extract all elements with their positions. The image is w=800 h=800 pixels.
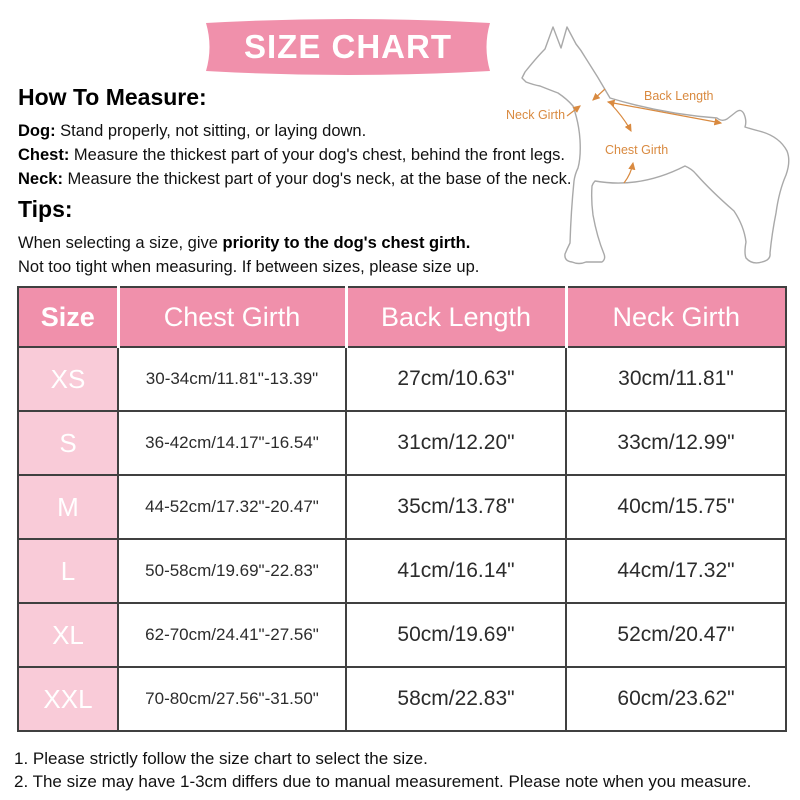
chest-girth-cell: 30-34cm/11.81"-13.39" [118, 347, 346, 411]
neck-girth-cell: 33cm/12.99" [566, 411, 786, 475]
banner-title: SIZE CHART [244, 28, 452, 65]
tips-heading: Tips: [18, 196, 73, 222]
table-row [18, 603, 786, 667]
tips-section [18, 196, 479, 279]
back-length-cell: 41cm/16.14" [346, 539, 566, 603]
back-length-arrow [608, 102, 721, 123]
measure-label-neck: Neck: [18, 170, 63, 188]
measure-line-neck [18, 167, 571, 191]
table-row [18, 475, 786, 539]
size-cell: XS [18, 347, 118, 411]
how-to-measure-heading: How To Measure: [18, 84, 207, 110]
size-cell: L [18, 539, 118, 603]
size-cell: S [18, 411, 118, 475]
notes-section [14, 747, 751, 793]
neck-girth-cell: 52cm/20.47" [566, 603, 786, 667]
chest-girth-cell: 44-52cm/17.32"-20.47" [118, 475, 346, 539]
chest-girth-cell: 62-70cm/24.41"-27.56" [118, 603, 346, 667]
measure-text-neck: Measure the thickest part of your dog's neck, at the base of the neck. [62, 170, 572, 188]
note-line-1: 1. Please strictly follow the size chart to select the size. [14, 749, 428, 768]
chest-girth-cell: 36-42cm/14.17"-16.54" [118, 411, 346, 475]
neck-girth-label: Neck Girth [506, 108, 566, 122]
chest-girth-label: Chest Girth [605, 143, 669, 157]
size-table [17, 286, 787, 732]
tips-line-2: Not too tight when measuring. If between sizes, please size up. [18, 258, 480, 276]
note-line-2: 2. The size may have 1-3cm differs due to manual measurement. Please note when you measure. [14, 772, 752, 791]
measure-line-chest [18, 143, 571, 167]
back-length-cell: 58cm/22.83" [346, 667, 566, 731]
measure-line-dog [18, 119, 571, 143]
table-row [18, 347, 786, 411]
neck-girth-cell: 30cm/11.81" [566, 347, 786, 411]
chest-girth-cell: 50-58cm/19.69"-22.83" [118, 539, 346, 603]
table-header-row [18, 287, 786, 347]
how-to-measure-section [18, 84, 571, 191]
size-chart-banner [192, 14, 504, 80]
chest-girth-arrow [624, 163, 633, 183]
measure-text-chest: Measure the thickest part of your dog's chest, behind the front legs. [69, 146, 566, 164]
back-length-label: Back Length [644, 89, 714, 103]
header-chest-girth: Chest Girth [118, 287, 346, 347]
table-row [18, 539, 786, 603]
neck-girth-cell: 60cm/23.62" [566, 667, 786, 731]
back-length-cell: 50cm/19.69" [346, 603, 566, 667]
size-cell: M [18, 475, 118, 539]
tips-line-1-bold: priority to the dog's chest girth. [222, 234, 471, 252]
chest-girth-arrow [611, 104, 631, 131]
table-row [18, 411, 786, 475]
measure-label-chest: Chest: [18, 146, 70, 164]
neck-girth-cell: 44cm/17.32" [566, 539, 786, 603]
table-row [18, 667, 786, 731]
neck-girth-arrow [593, 89, 605, 100]
back-length-cell: 27cm/10.63" [346, 347, 566, 411]
header-neck-girth: Neck Girth [566, 287, 786, 347]
header-back-length: Back Length [346, 287, 566, 347]
tips-line-1 [18, 231, 479, 255]
header-size: Size [18, 287, 118, 347]
back-length-cell: 35cm/13.78" [346, 475, 566, 539]
size-cell: XL [18, 603, 118, 667]
chest-girth-cell: 70-80cm/27.56"-31.50" [118, 667, 346, 731]
measure-text-dog: Stand properly, not sitting, or laying down. [55, 122, 367, 140]
measure-label-dog: Dog: [18, 122, 56, 140]
tips-line-1-normal: When selecting a size, give [18, 234, 223, 252]
back-length-cell: 31cm/12.20" [346, 411, 566, 475]
neck-girth-cell: 40cm/15.75" [566, 475, 786, 539]
size-cell: XXL [18, 667, 118, 731]
